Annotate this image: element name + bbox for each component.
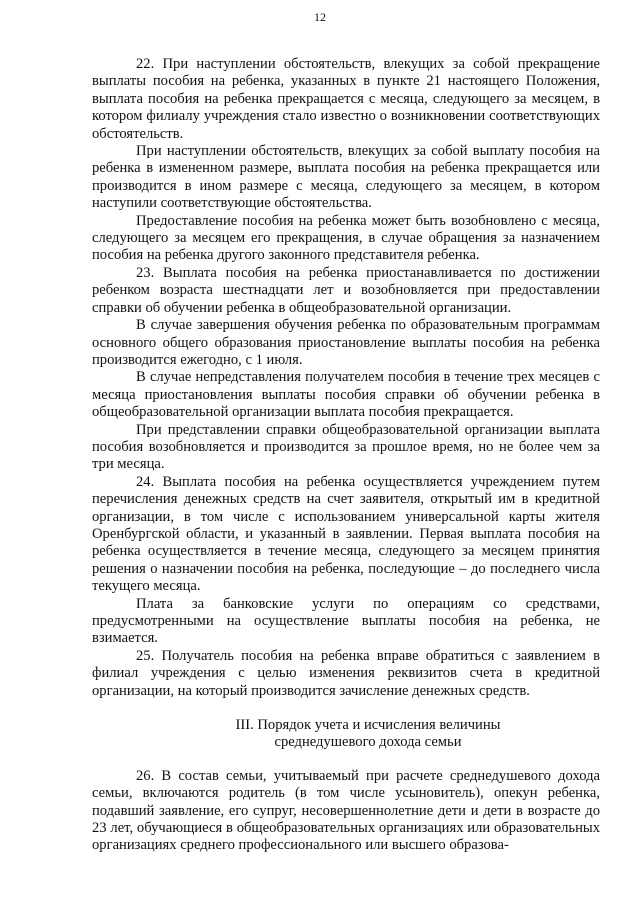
paragraph-23: 23. Выплата пособия на ребенка приостанавливается по достижении ребенком возраста шестнадцати лет и возобновляется при предоставлении справки об обучении ребенка в общеобразовательной организации. (92, 264, 600, 316)
section-heading-line-2: среднедушевого дохода семьи (274, 734, 462, 751)
paragraph-24: 24. Выплата пособия на ребенка осуществляется учреждением путем перечисления денежных средств на счет заявителя, открытый им в кредитной организации, в том числе с использованием универсальной карты жителя Оренбургской области, и указанный в заявлении. Первая выплата пособия на ребенка осуществляется в течение месяца, следующего за месяцем принятия решения о назначении пособия на ребенка, последующие – до последнего числа текущего месяца. (92, 473, 600, 595)
paragraph-23-non-submission: В случае непредставления получателем пособия в течение трех месяцев с месяца приостановления выплаты пособия справки об обучении ребенка в общеобразовательной организации выплата пособия прекращается. (92, 369, 600, 421)
paragraph-22-resumption: Предоставление пособия на ребенка может быть возобновлено с месяца, следующего за месяцем его прекращения, в случае обращения за назначением пособия на ребенка другого законного представителя ребенка. (92, 212, 600, 264)
page-number: 12 (314, 10, 326, 24)
section-heading-line-1: III. Порядок учета и исчисления величины (235, 717, 501, 734)
paragraph-22: 22. При наступлении обстоятельств, влекущих за собой прекращение выплаты пособия на ребенка, указанных в пункте 21 настоящего Положения, выплата пособия на ребенка прекращается с месяца, следующего за месяцем, в котором филиалу учреждения стало известно о возникновении соответствующих обстоятельств. (92, 56, 600, 142)
section-heading (92, 717, 600, 752)
paragraph-25: 25. Получатель пособия на ребенка вправе обратиться с заявлением в филиал учреждения с целью изменения реквизитов счета в кредитной организации, на который производится зачисление денежных средств. (92, 647, 600, 699)
paragraph-24-bank-fees: Плата за банковские услуги по операциям со средствами, предусмотренными на осуществление выплаты пособия на ребенка, не взимается. (92, 595, 600, 647)
paragraph-23-completion: В случае завершения обучения ребенка по образовательным программам основного общего образования приостановление выплаты пособия на ребенка производится ежегодно, с 1 июля. (92, 317, 600, 368)
document-body (92, 56, 600, 855)
paragraph-23-submission: При представлении справки общеобразовательной организации выплата пособия возобновляется и производится за прошлое время, но не более чем за три месяца. (92, 421, 600, 473)
paragraph-26: 26. В состав семьи, учитываемый при расчете среднедушевого дохода семьи, включаются родитель (в том числе усыновитель), опекун ребенка, подавший заявление, его супруг, несовершеннолетние дети и дети в возрасте до 23 лет, обучающиеся в общеобразовательных организациях или образовательных организациях среднего профессионального или высшего образова- (92, 767, 600, 854)
paragraph-22-changed-amount: При наступлении обстоятельств, влекущих за собой выплату пособия на ребенка в измененном размере, выплата пособия на ребенка прекращается или производится в ином размере с месяца, следующего за месяцем, в котором наступили соответствующие обстоятельства. (92, 143, 600, 212)
